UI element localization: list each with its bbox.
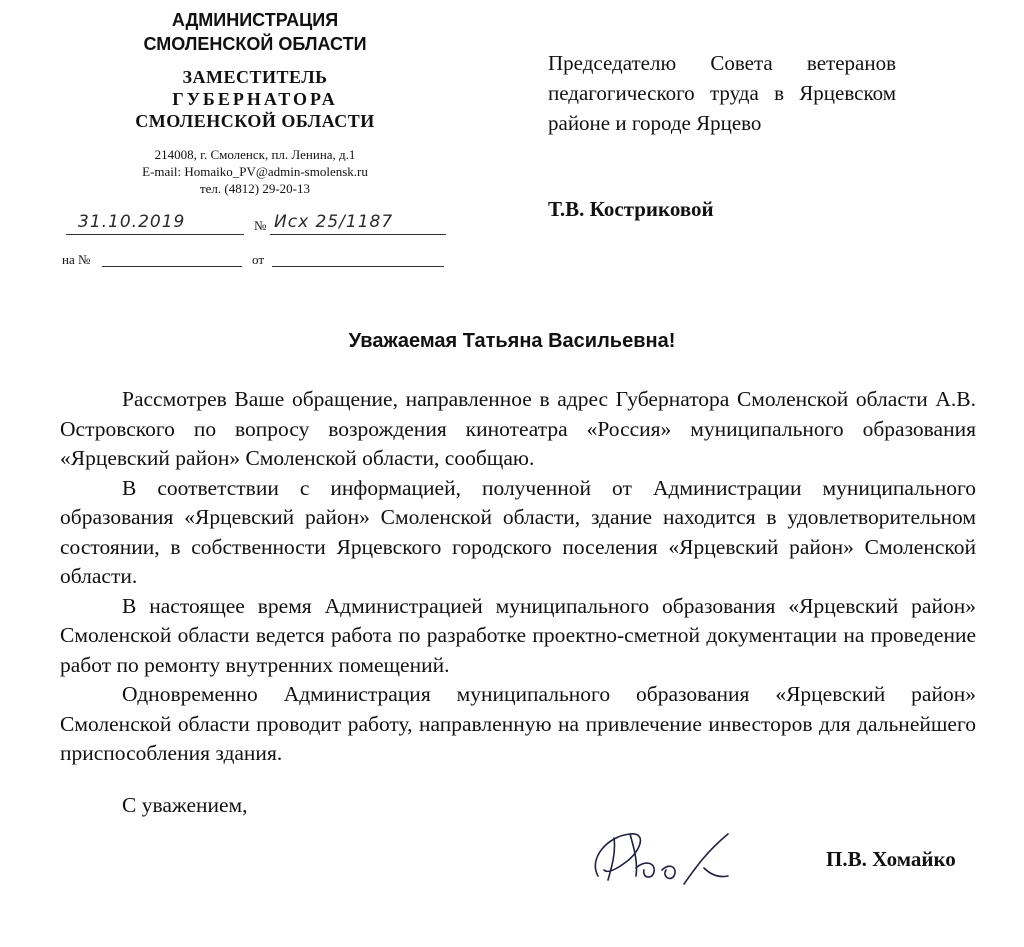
letterhead <box>60 8 450 197</box>
role-line1: ЗАМЕСТИТЕЛЬ <box>182 67 328 87</box>
body-paragraph-3: В настоящее время Администрацией муниципального образования «Ярцевский район» Смоленской области ведется работа по разработке проектно-сметной документации на проведение работ по ремонту внутренних помещений. <box>60 593 976 677</box>
addressee-position: Председателю Совета ветеранов педагогического труда в Ярцевском районе и городе Ярцево <box>548 51 896 135</box>
outgoing-reference <box>66 210 446 238</box>
addressee-name: Т.В. Костриковой <box>548 197 714 221</box>
signer-name: П.В. Хомайко <box>826 847 956 871</box>
from-underline <box>272 266 444 267</box>
contact-block <box>60 146 450 197</box>
number-label: № <box>254 218 267 233</box>
letter-number: Исх 25/1187 <box>274 212 394 232</box>
body-paragraph-4: Одновременно Администрация муниципального образования «Ярцевский район» Смоленской области проводит работу, направленную на привлечение инвесторов для дальнейшего приспособления здания. <box>60 682 976 765</box>
handwritten-signature <box>578 818 778 898</box>
closing-phrase: С уважением, <box>122 793 248 817</box>
org-name-line2: СМОЛЕНСКОЙ ОБЛАСТИ <box>143 34 367 54</box>
email-address: E-mail: Homaiko_PV@admin-smolensk.ru <box>142 164 368 179</box>
from-label: от <box>252 252 265 267</box>
postal-address: 214008, г. Смоленск, пл. Ленина, д.1 <box>154 147 356 162</box>
reply-to-label: на № <box>62 252 91 267</box>
number-underline <box>270 234 446 235</box>
role-line3: СМОЛЕНСКОЙ ОБЛАСТИ <box>135 111 375 131</box>
phone-number: тел. (4812) 29-20-13 <box>199 181 310 196</box>
role-title <box>60 66 450 132</box>
letter-body <box>60 385 976 769</box>
body-paragraph-1: Рассмотрев Ваше обращение, направленное в адрес Губернатора Смоленской области А.В. Островского по вопросу возрождения кинотеатра «Россия» муниципального образования «Ярцевский район» Смоленской области, сообщаю. <box>60 387 976 470</box>
salutation: Уважаемая Татьяна Васильевна! <box>348 330 676 352</box>
letter-date: 31.10.2019 <box>78 212 186 232</box>
reply-to-underline <box>102 266 242 267</box>
org-name-line1: АДМИНИСТРАЦИЯ <box>171 10 339 30</box>
date-underline <box>66 234 244 235</box>
body-paragraph-2: В соответствии с информацией, полученной от Администрации муниципального образования «Ярцевский район» Смоленской области, здание находится в удовлетворительном состоянии, в собственности Ярцевского городского поселения «Ярцевский район» Смоленской области. <box>60 475 976 588</box>
role-line2: ГУБЕРНАТОРА <box>172 89 338 109</box>
